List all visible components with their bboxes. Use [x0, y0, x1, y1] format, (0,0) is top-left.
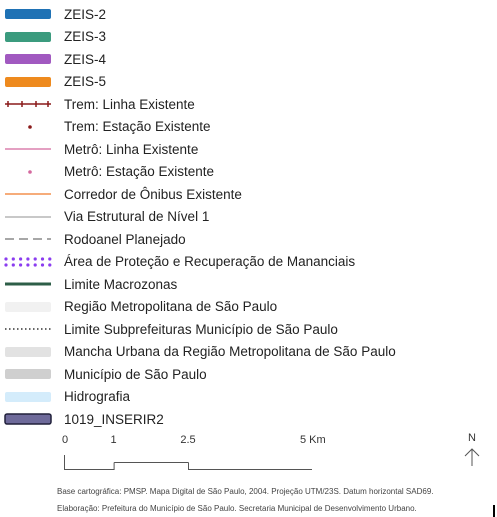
inserir-swatch-icon [2, 411, 54, 427]
legend-item-label: Área de Proteção e Recuperação de Mananciais [64, 254, 356, 270]
zeis-4-swatch-icon [2, 51, 54, 67]
structural-road-icon [2, 209, 54, 225]
metro-region-swatch-icon [2, 299, 54, 315]
legend-item-label: Limite Macrozonas [64, 276, 178, 292]
map-credits [57, 483, 434, 517]
bus-corridor-icon [2, 186, 54, 202]
macrozone-boundary-icon [2, 276, 54, 292]
scale-bar-graphic [64, 454, 312, 470]
legend-item [2, 228, 492, 251]
legend-item [2, 71, 492, 94]
north-label: N [468, 432, 476, 444]
scale-label: 5 Km [300, 434, 326, 446]
legend-item [2, 318, 492, 341]
hydrography-swatch-icon [2, 389, 54, 405]
scale-label: 0 [62, 434, 69, 446]
train-station-icon [2, 119, 54, 135]
legend-item-label: Município de São Paulo [64, 366, 207, 382]
legend-item [2, 363, 492, 386]
legend-item [2, 408, 492, 431]
legend-item-label: Trem: Linha Existente [64, 96, 195, 112]
watershed-protection-icon [2, 254, 54, 270]
scale-bar [40, 434, 350, 474]
legend-item [2, 341, 492, 364]
legend-item [2, 183, 492, 206]
credits-cartographic-base: Base cartográfica: PMSP. Mapa Digital de São Paulo, 2004. Projeção UTM/23S. Datum horizontal SAD69. [57, 487, 434, 496]
municipality-swatch-icon [2, 366, 54, 382]
north-arrow-icon [462, 432, 482, 472]
legend-item-label: Região Metropolitana de São Paulo [64, 299, 278, 315]
legend-item-label: ZEIS-2 [64, 6, 107, 22]
zeis-5-swatch-icon [2, 74, 54, 90]
legend-item-label: ZEIS-4 [64, 51, 107, 67]
urban-area-swatch-icon [2, 344, 54, 360]
legend-item [2, 386, 492, 409]
legend-item [2, 206, 492, 229]
map-legend [2, 3, 492, 431]
legend-item-label: Trem: Estação Existente [64, 119, 211, 135]
scale-label: 1 [110, 434, 117, 446]
ring-road-icon [2, 231, 54, 247]
legend-item-label: Via Estrutural de Nível 1 [64, 209, 210, 225]
metro-station-icon [2, 164, 54, 180]
north-arrow [462, 432, 482, 472]
legend-item-label: Hidrografia [64, 389, 131, 405]
legend-item [2, 48, 492, 71]
legend-item [2, 93, 492, 116]
legend-item-label: Corredor de Ônibus Existente [64, 186, 242, 202]
scale-label: 2.5 [180, 434, 196, 446]
zeis-3-swatch-icon [2, 29, 54, 45]
legend-item [2, 251, 492, 274]
legend-item [2, 161, 492, 184]
legend-item-label: Mancha Urbana da Região Metropolitana de São Paulo [64, 344, 396, 360]
legend-item-label: Rodoanel Planejado [64, 231, 186, 247]
legend-item-label: Metrô: Estação Existente [64, 164, 215, 180]
legend-item-label: Metrô: Linha Existente [64, 141, 199, 157]
legend-item [2, 296, 492, 319]
legend-item [2, 273, 492, 296]
legend-item-label: Limite Subprefeituras Município de São Paulo [64, 321, 338, 337]
metro-line-icon [2, 141, 54, 157]
legend-item-label: ZEIS-3 [64, 29, 107, 45]
legend-item [2, 26, 492, 49]
legend-item [2, 116, 492, 139]
legend-item [2, 3, 492, 26]
legend-item [2, 138, 492, 161]
legend-item-label: 1019_INSERIR2 [64, 411, 164, 427]
subprefecture-boundary-icon [2, 321, 54, 337]
train-line-icon [2, 96, 54, 112]
edge-marker [493, 505, 495, 517]
zeis-2-swatch-icon [2, 6, 54, 22]
legend-item-label: ZEIS-5 [64, 74, 107, 90]
credits-elaboration: Elaboração: Prefeitura do Município de São Paulo. Secretaria Municipal de Desenvolvimento Urbano. [57, 504, 417, 513]
